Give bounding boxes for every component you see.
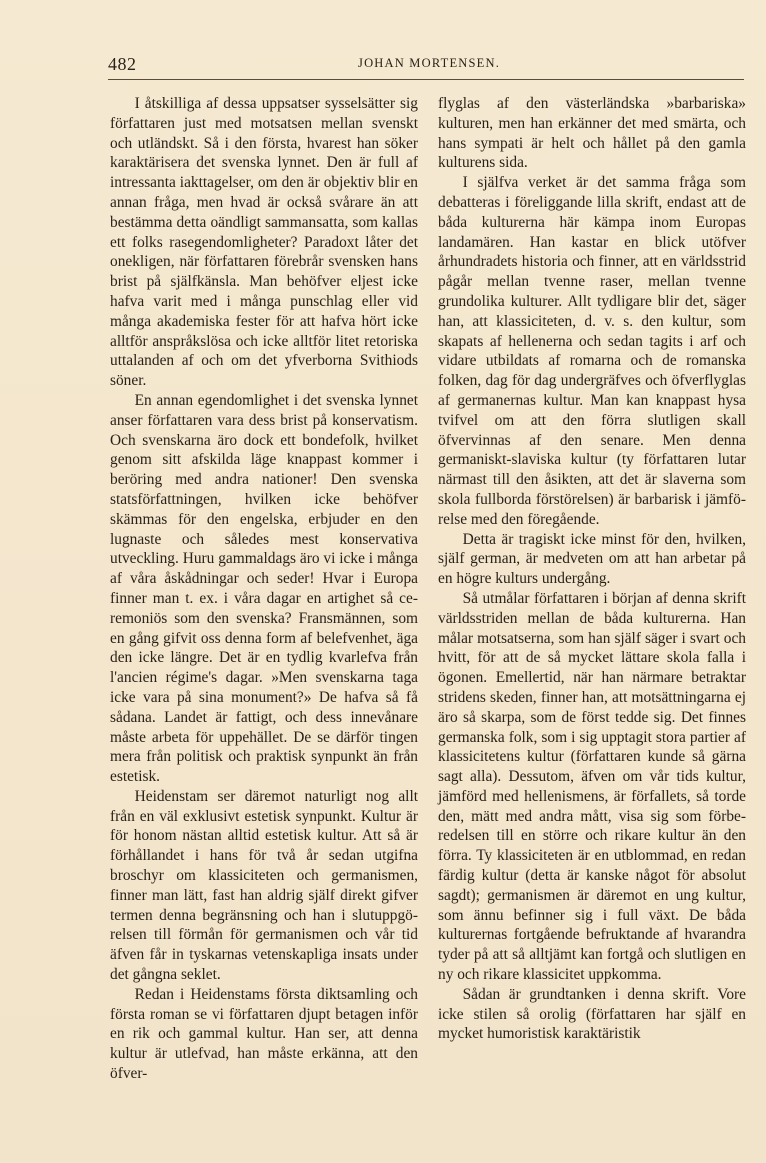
page-header xyxy=(108,50,748,80)
paragraph: Så utmålar författaren i början af denna skrift världsstriden mellan de båda kulturerna. Han målar motsatserna, som han själf säger i svart och hvitt, för att de så mycket lättare skola falla i ögonen. Emellertid, när han närmare betraktar stridens skeden, finner han, att motsättningarna ej äro så skarpa, som de först tedde sig. Det finnes germanska folk, som i sig upptagit stora partier af klassicitetens kultur (författaren kunde så gärna sagt alla). Dessutom, äfven om vår tids kultur, jämförd med hellenismens, är förfallets, så torde den, mätt med andra mått, visa sig som förberedelsen till en större och rikare kultur än den förra. Ty klassiciteten är en utblommad, en redan färdig kultur (detta är kanske något för absolut sagdt); germanismen är däremot en ung kultur, som ännu befinner sig i full växt. De båda kulturernas fortgående befruktande af hvarandra tyder på att så alltjämt kan fortgå och slutligen en ny och rikare klassicitet uppkomma. xyxy=(438,589,746,984)
paragraph-continued: flyglas af den västerländska »barbariska» kulturen, men han erkänner det med smärta, och hans sympati är helt och hållet på den gamla kulturens sida. xyxy=(438,95,746,172)
paragraph: Detta är tragiskt icke minst för den, hvilken, själf german, är medveten om att han arbetar på en högre kulturs undergång. xyxy=(438,530,746,588)
paragraph: I åtskilliga af dessa uppsatser sysselsätter sig författaren just med motsatsen mellan svenskt och utländskt. Så i den första, hvarest han söker karaktärisera det svenska lynnet. Den är full af intressanta iakttagelser, om den är objektiv blir en annan fråga, men hvad är också svårare än att bestämma detta oändligt sammansatta, som kallas ett folks rasegendomligheter? Paradoxt låter det onekligen, när författaren förebrår svensken hans brist på själfkänsla. Man behöfver eljest icke hafva varit med i många punschlag eller vid många akademiska fester för att hafva hört icke alltför anspråkslösa och icke alltför litet retoriska uttalanden af och om det yfverborna Svithiods söner. xyxy=(110,95,418,390)
paragraph: Heidenstam ser däremot naturligt nog allt från en väl exklusivt estetisk synpunkt. Kultur är för honom nästan alltid estetisk kultur. Att så är förhållandet i hans för två år sedan utgifna broschyr om klassiciteten och germanismen, finner man lätt, fast han aldrig själf direkt gifver termen denna begränsning och han i slutuppgörelsen till förmån för germanismen och vår tid äfven får in tyskarnas vetenskapliga insats under det gångna seklet. xyxy=(110,787,418,984)
left-column xyxy=(110,94,418,1084)
paragraph: Redan i Heidenstams första diktsamling och första roman se vi författaren djupt betagen inför en rik och gammal kultur. Han ser, att denna kultur är utlefvad, han måste erkänna, att den öfver- xyxy=(110,985,418,1083)
paragraph: En annan egendomlighet i det svenska lynnet anser författaren vara dess brist på konservatism. Och svenskarna äro dock ett bondefolk, hvilket genom sitt afskilda läge knappast kommer i beröring med andra nationer! Den svenska statsförfattningen, hvilken icke behöfver skämmas för den engelska, erbjuder en den lugnaste och således mest konservativa utveckling. Huru gammaldags äro vi icke i många af våra åskådningar och seder! Hvar i Europa finner man t. ex. i våra dagar en artighet så ceremoniös som den svenska? Fransmännen, som en gång gifvit oss denna form af belefvenhet, äga den icke längre. Det är en tydlig kvarlefva från l'ancien régime's dagar. »Men svenskarna taga icke vara på sina monument?» De hafva så få sådana. Landet är fattigt, och dess innevånare måste arbeta för uppehället. De se därför tingen mera från politisk och praktisk synpunkt än från estetisk. xyxy=(110,391,418,786)
paragraph: I själfva verket är det samma fråga som debatteras i föreliggande lilla skrift, endast att de båda kulturerna här kämpa inom Europas landamären. Han kastar en blick utöfver århundradets historia och finner, att en världsstrid pågår mellan tvenne raser, mellan tvenne grundolika kulturer. Allt tydligare blir det, säger han, att klassiciteten, d. v. s. den kultur, som skapats af hellenerna och sedan tagits i arf och vidare utbildats af romarna och de romanska folken, dag för dag undergräfves och öfverflyglas af germanernas kultur. Man kan knappast hysa tvifvel om att den förra slutligen skall öfvervinnas af den senare. Men denna germaniskt-slaviska kultur (ty författaren lutar närmast till den åsikten, att det är slaverna som skola fullborda förstörelsen) är barbarisk i jämförelse med den föregående. xyxy=(438,174,746,528)
running-head: JOHAN MORTENSEN. xyxy=(358,56,501,70)
header-rule xyxy=(108,79,744,80)
paragraph: Sådan är grundtanken i denna skrift. Vore icke stilen så orolig (författaren har själf en mycket humoristisk karaktäristik xyxy=(438,985,746,1043)
right-column xyxy=(438,94,746,1044)
page-number: 482 xyxy=(108,54,137,74)
